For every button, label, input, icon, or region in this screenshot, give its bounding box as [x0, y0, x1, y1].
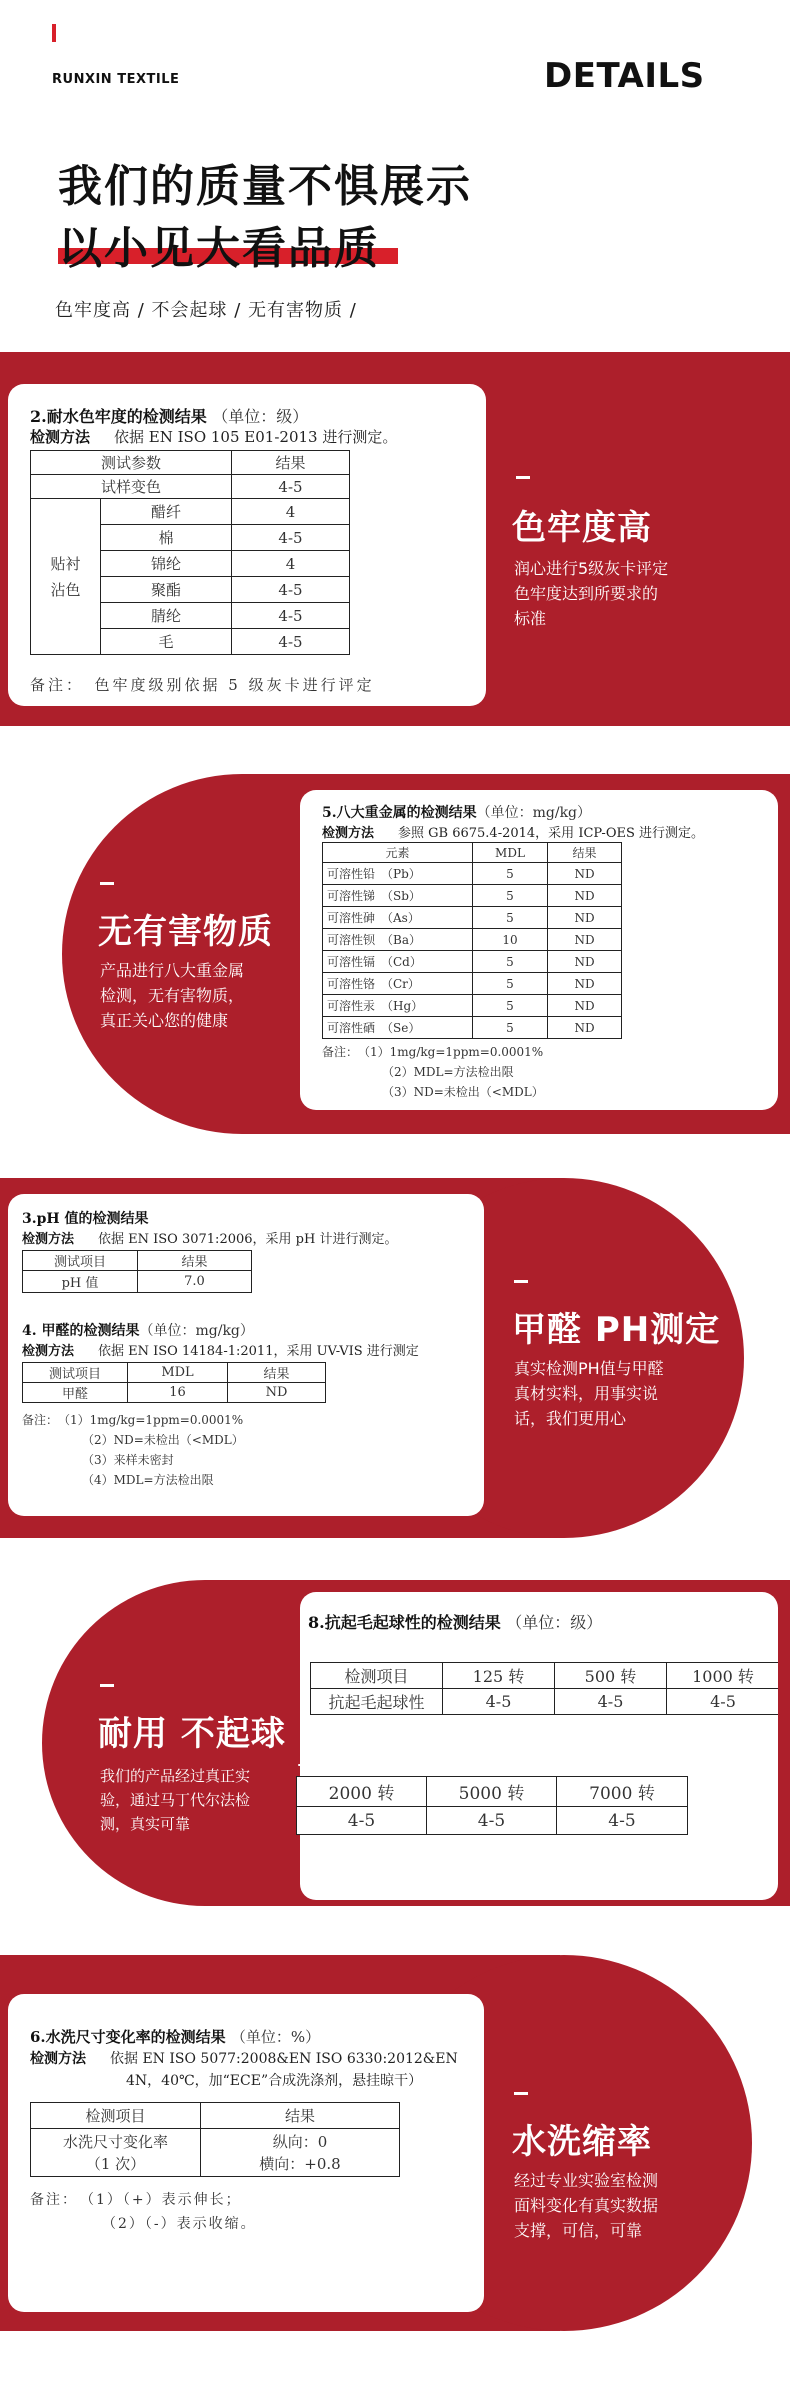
- heavy-metals-side-text: 产品进行八大重金属 检测，无有害物质， 真正关心您的健康: [100, 961, 245, 1030]
- pilling-row-500: 4-5: [555, 1689, 667, 1715]
- formaldehyde-table: [22, 1362, 326, 1403]
- ph-side-text: 真实检测PH值与甲醛 真材实料，用事实说 话，我们更用心: [514, 1359, 664, 1428]
- header-mdl: MDL: [473, 843, 548, 863]
- pilling-header-item: 检测项目: [311, 1663, 443, 1689]
- mdl-cell: 5: [473, 951, 548, 973]
- value-cell: 4-5: [232, 525, 350, 551]
- pilling-table-2: [296, 1776, 688, 1835]
- ph-method: 检测方法 依据 EN ISO 3071:2006，采用 pH 计进行测定。: [22, 1232, 398, 1247]
- shrinkage-method-line2: 4N，40℃，加“ECE”合成洗涤剂，悬挂晾干）: [126, 2073, 423, 2089]
- element-cell: 可溶性砷 （As）: [323, 907, 473, 929]
- shrinkage-header-result: 结果: [201, 2103, 400, 2129]
- pilling-side-text: 我们的产品经过真正实 验，通过马丁代尔法检 测，真实可靠: [100, 1767, 251, 1833]
- fiber-cell: 锦纶: [101, 551, 232, 577]
- mdl-cell: 10: [473, 929, 548, 951]
- pilling-row-5000: 4-5: [427, 1807, 557, 1835]
- pilling-header-125: 125 转: [443, 1663, 555, 1689]
- heavy-metals-title: 5.八大重金属的检测结果（单位：mg/kg）: [322, 805, 592, 821]
- mdl-cell: 5: [473, 863, 548, 885]
- ph-table: [22, 1250, 252, 1293]
- header-element: 元素: [323, 843, 473, 863]
- pilling-header-1000: 1000 转: [667, 1663, 779, 1689]
- heavy-metals-dash: [100, 882, 114, 885]
- value-cell: 4: [232, 499, 350, 525]
- result-cell: ND: [548, 973, 622, 995]
- value-cell: 4: [232, 551, 350, 577]
- header-result: 结果: [232, 451, 350, 475]
- colorfastness-side-title: 色牢度高: [512, 508, 652, 548]
- value-cell: 4-5: [232, 603, 350, 629]
- colorfastness-title: 2.耐水色牢度的检测结果 （单位：级）: [30, 407, 309, 426]
- fm-header-mdl: MDL: [128, 1363, 228, 1383]
- result-cell: ND: [548, 863, 622, 885]
- mdl-cell: 5: [473, 907, 548, 929]
- element-cell: 可溶性硒 （Se）: [323, 1017, 473, 1039]
- element-cell: 可溶性锑 （Sb）: [323, 885, 473, 907]
- accent-bar: [52, 24, 56, 42]
- colorfastness-card: [8, 384, 486, 706]
- mdl-cell: 5: [473, 1017, 548, 1039]
- fiber-cell: 毛: [101, 629, 232, 655]
- result-cell: ND: [548, 1017, 622, 1039]
- row-change-label: 试样变色: [31, 475, 232, 499]
- fiber-cell: 棉: [101, 525, 232, 551]
- result-cell: ND: [548, 907, 622, 929]
- pilling-title: 8.抗起毛起球性的检测结果 （单位：级）: [308, 1613, 603, 1632]
- formaldehyde-method: 检测方法 依据 EN ISO 14184-1:2011，采用 UV-VIS 进行测定: [22, 1344, 419, 1359]
- heavy-metals-notes: 备注： （1）1mg/kg=1ppm=0.0001% （2）MDL=方法检出限 （3）ND=未检出（<MDL）: [322, 1045, 544, 1099]
- fiber-cell: 醋纤: [101, 499, 232, 525]
- details-heading: DETAILS: [544, 56, 705, 96]
- ph-side-title: 甲醛 PH测定: [512, 1310, 721, 1350]
- mdl-cell: 5: [473, 995, 548, 1017]
- headline-line-2: 以小见大看品质: [58, 223, 380, 274]
- header-param: 测试参数: [31, 451, 232, 475]
- pilling-side-title: 耐用 不起球: [98, 1714, 286, 1754]
- pilling-header-2000: 2000 转: [297, 1777, 427, 1807]
- shrinkage-method: 检测方法 依据 EN ISO 5077:2008&EN ISO 6330:2012&EN: [30, 2051, 458, 2067]
- heavy-metals-method: 检测方法 参照 GB 6675.4-2014，采用 ICP-OES 进行测定。: [322, 826, 705, 841]
- stain-group-label: 贴衬 沾色: [31, 499, 101, 655]
- pilling-row-7000: 4-5: [557, 1807, 688, 1835]
- pilling-header-5000: 5000 转: [427, 1777, 557, 1807]
- mdl-cell: 5: [473, 973, 548, 995]
- fiber-cell: 聚酯: [101, 577, 232, 603]
- pilling-dash: [100, 1684, 114, 1687]
- shrinkage-header-item: 检测项目: [31, 2103, 201, 2129]
- pilling-card: [300, 1592, 778, 1900]
- shrinkage-dash: [514, 2092, 528, 2095]
- element-cell: 可溶性钡 （Ba）: [323, 929, 473, 951]
- shrinkage-row-value: 纵向：0 横向：+0.8: [201, 2129, 400, 2177]
- element-cell: 可溶性铅 （Pb）: [323, 863, 473, 885]
- row-change-value: 4-5: [232, 475, 350, 499]
- brand-name: RUNXIN TEXTILE: [52, 72, 180, 87]
- tagline: 色牢度高 / 不会起球 / 无有害物质 /: [55, 300, 357, 321]
- pilling-row-2000: 4-5: [297, 1807, 427, 1835]
- value-cell: 4-5: [232, 629, 350, 655]
- heavy-metals-table: [322, 842, 622, 1039]
- ph-card: [8, 1194, 484, 1516]
- ph-row-item: pH 值: [23, 1271, 138, 1293]
- result-cell: ND: [548, 929, 622, 951]
- pilling-table-1: [310, 1662, 778, 1715]
- pilling-card-spacer: [298, 1764, 308, 1766]
- header-result: 结果: [548, 843, 622, 863]
- shrinkage-row-label: 水洗尺寸变化率 （1 次）: [31, 2129, 201, 2177]
- result-cell: ND: [548, 995, 622, 1017]
- ph-row-result: 7.0: [138, 1271, 252, 1293]
- heavy-metals-card: [300, 790, 778, 1110]
- headline-line-1: 我们的质量不惧展示: [58, 161, 472, 212]
- element-cell: 可溶性铬 （Cr）: [323, 973, 473, 995]
- shrinkage-title: 6.水洗尺寸变化率的检测结果 （单位：%）: [30, 2028, 321, 2046]
- pilling-row-1000: 4-5: [667, 1689, 779, 1715]
- heavy-metals-side-title: 无有害物质: [98, 912, 273, 952]
- shrinkage-side-text: 经过专业实验室检测 面料变化有真实数据 支撑，可信，可靠: [514, 2171, 659, 2240]
- ph-header-result: 结果: [138, 1251, 252, 1271]
- result-cell: ND: [548, 951, 622, 973]
- fm-header-item: 测试项目: [23, 1363, 128, 1383]
- shrinkage-card: [8, 1994, 484, 2312]
- element-cell: 可溶性汞 （Hg）: [323, 995, 473, 1017]
- colorfastness-method: 检测方法 依据 EN ISO 105 E01-2013 进行测定。: [30, 428, 398, 446]
- colorfastness-dash: [516, 476, 530, 479]
- pilling-row-125: 4-5: [443, 1689, 555, 1715]
- colorfastness-side-text: 润心进行5级灰卡评定 色牢度达到所要求的 标准: [514, 559, 669, 628]
- ph-title: 3.pH 值的检测结果: [22, 1211, 149, 1227]
- ph-notes: 备注： （1）1mg/kg=1ppm=0.0001% （2）ND=未检出（<MDL） （3）来样未密封 （4）MDL=方法检出限: [22, 1413, 244, 1487]
- ph-header-item: 测试项目: [23, 1251, 138, 1271]
- fm-row-mdl: 16: [128, 1383, 228, 1403]
- shrinkage-notes: 备注： （1）（+）表示伸长； （2）（-）表示收缩。: [30, 2192, 257, 2232]
- shrinkage-table: [30, 2102, 400, 2177]
- fm-header-result: 结果: [228, 1363, 326, 1383]
- formaldehyde-title: 4. 甲醛的检测结果（单位：mg/kg）: [22, 1323, 254, 1339]
- value-cell: 4-5: [232, 577, 350, 603]
- fiber-cell: 腈纶: [101, 603, 232, 629]
- colorfastness-note: 备注： 色牢度级别依据 5 级灰卡进行评定: [30, 676, 375, 694]
- pilling-header-500: 500 转: [555, 1663, 667, 1689]
- fm-row-result: ND: [228, 1383, 326, 1403]
- pilling-header-7000: 7000 转: [557, 1777, 688, 1807]
- fm-row-item: 甲醛: [23, 1383, 128, 1403]
- result-cell: ND: [548, 885, 622, 907]
- pilling-row-label: 抗起毛起球性: [311, 1689, 443, 1715]
- mdl-cell: 5: [473, 885, 548, 907]
- shrinkage-side-title: 水洗缩率: [512, 2122, 652, 2162]
- ph-dash: [514, 1280, 528, 1283]
- colorfastness-table: [30, 450, 350, 655]
- element-cell: 可溶性镉 （Cd）: [323, 951, 473, 973]
